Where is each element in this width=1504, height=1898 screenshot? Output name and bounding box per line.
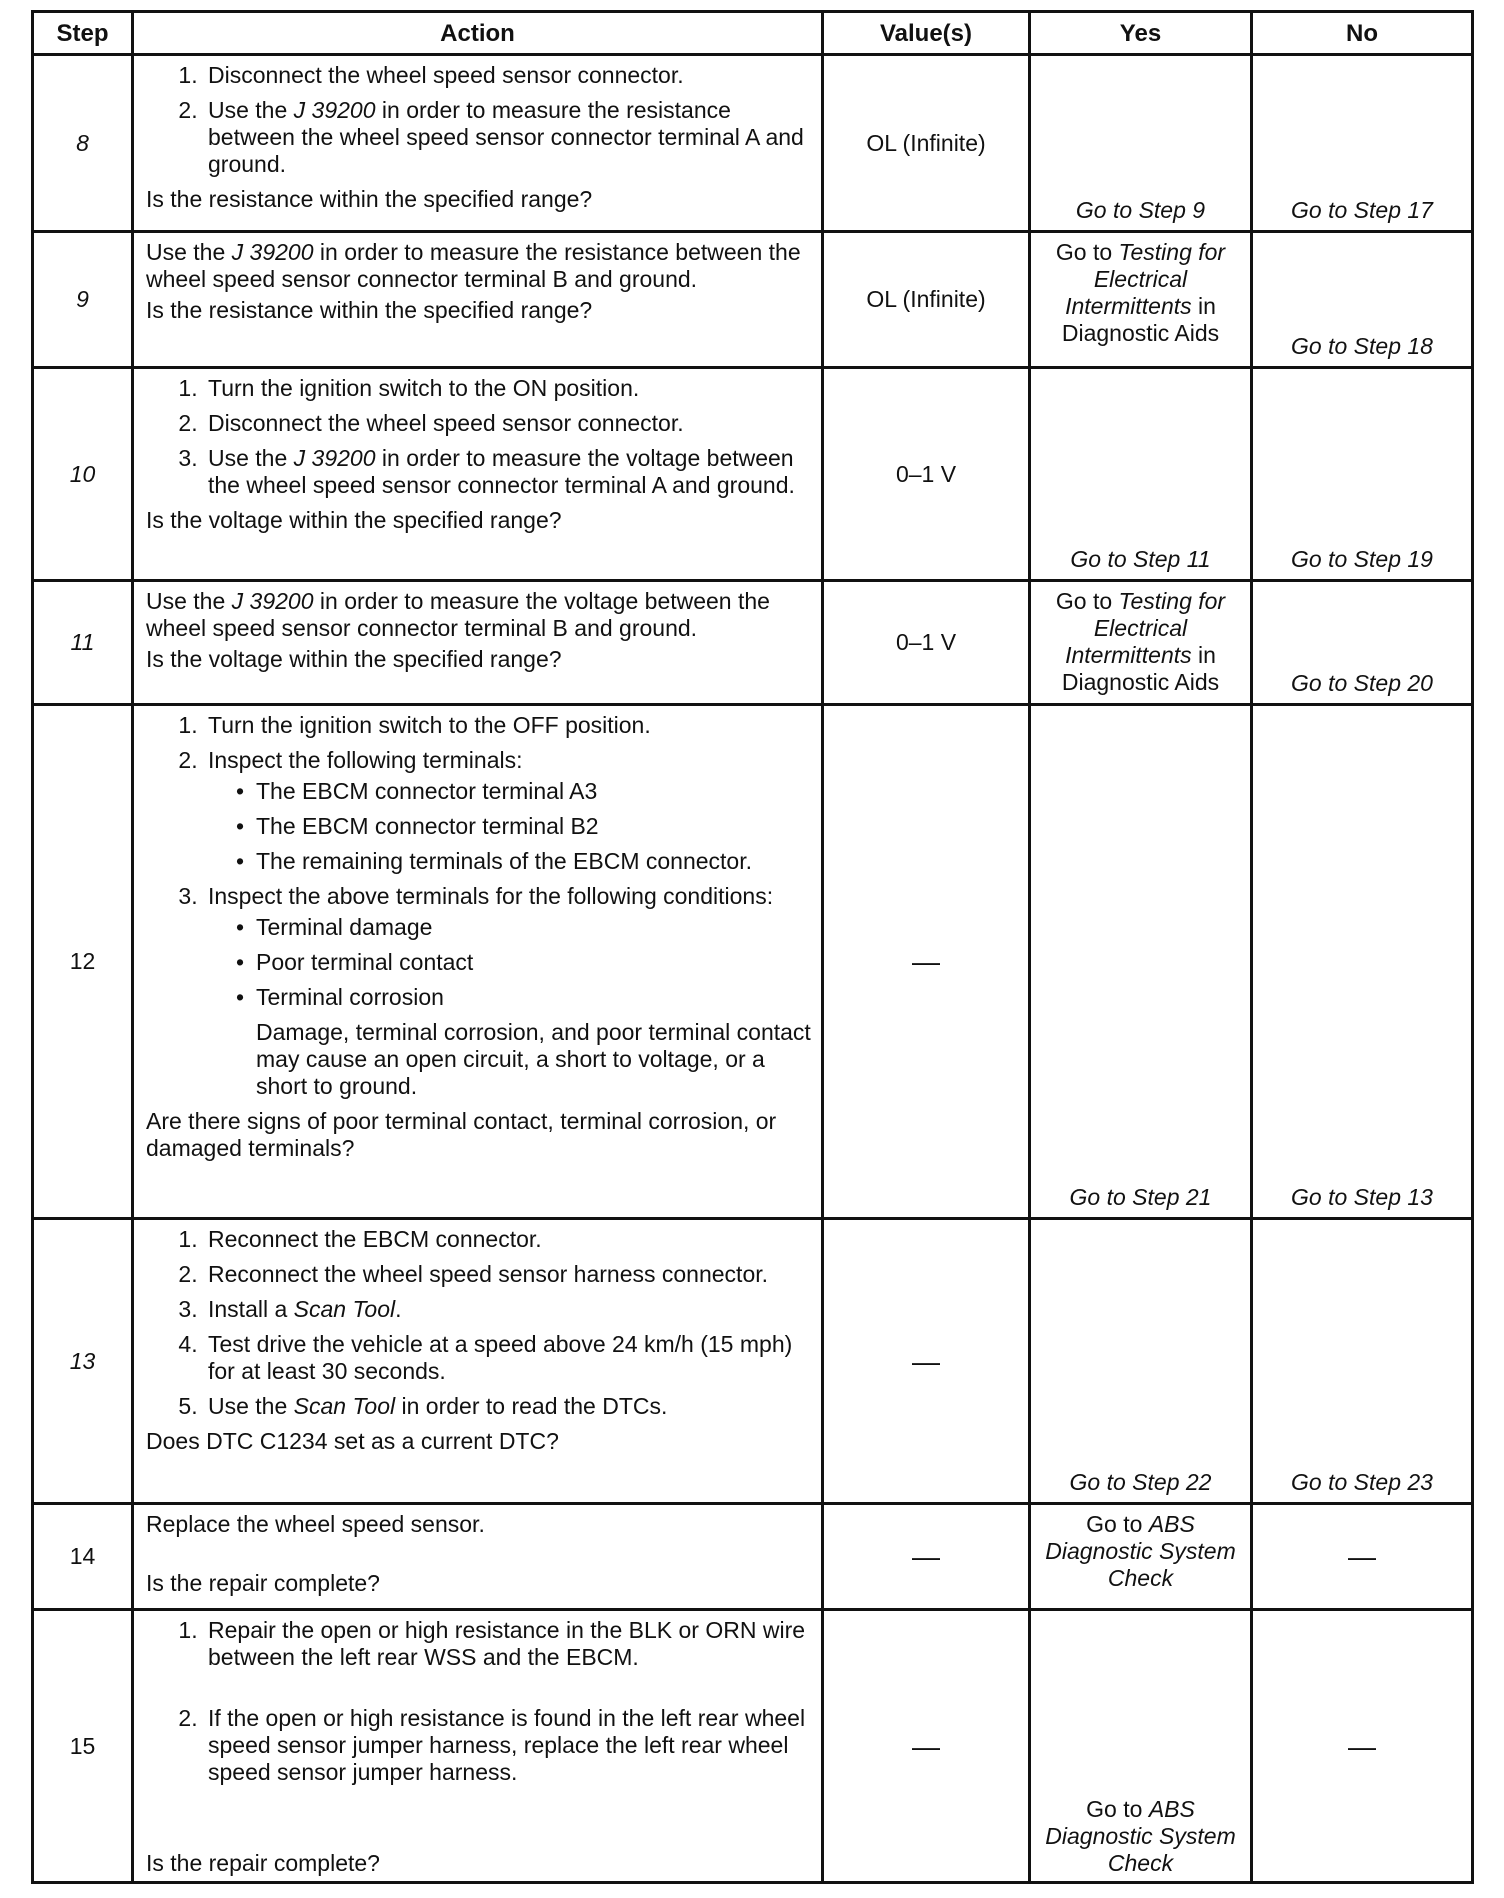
condition-list bbox=[208, 914, 811, 1011]
action-question: Is the voltage within the specified range? bbox=[146, 507, 562, 533]
action-step: 5. Use the Scan Tool in order to read the DTCs. bbox=[204, 1393, 811, 1420]
no-cell bbox=[1252, 705, 1473, 1219]
action-text: Use the J 39200 in order to measure the resistance between the wheel speed sensor connector terminal B and ground. bbox=[146, 239, 801, 292]
action-text: Use the J 39200 in order to measure the voltage between the wheel speed sensor connector terminal B and ground. bbox=[146, 588, 770, 641]
action-step: 2. Disconnect the wheel speed sensor connector. bbox=[204, 410, 811, 437]
header-values: Value(s) bbox=[823, 12, 1030, 55]
action-question: Is the resistance within the specified range? bbox=[146, 297, 593, 323]
action-step bbox=[204, 747, 811, 875]
header-row bbox=[33, 12, 1473, 55]
value-cell: 0–1 V bbox=[823, 581, 1030, 705]
table-row bbox=[33, 368, 1473, 581]
table-row bbox=[33, 232, 1473, 368]
yes-prefix: Go to bbox=[1055, 588, 1113, 614]
terminal-item: • The remaining terminals of the EBCM connector. bbox=[242, 848, 811, 875]
step-number: 11 bbox=[70, 629, 95, 655]
action-cell bbox=[133, 705, 823, 1219]
yes-cell bbox=[1030, 1610, 1252, 1883]
step-cell bbox=[33, 705, 133, 1219]
yes-cell bbox=[1030, 1219, 1252, 1504]
yes-prefix: Go to bbox=[1086, 1796, 1143, 1822]
value-cell: — bbox=[823, 705, 1030, 1219]
action-cell bbox=[133, 55, 823, 232]
yes-cell bbox=[1030, 581, 1252, 705]
yes-goto: Go to Step 9 bbox=[1075, 197, 1206, 223]
no-cell bbox=[1252, 232, 1473, 368]
action-question: Is the repair complete? bbox=[146, 1850, 380, 1876]
yes-goto bbox=[1031, 1796, 1250, 1877]
action-step-text: Inspect the above terminals for the following conditions: bbox=[208, 883, 774, 909]
condition-item: • Terminal damage bbox=[242, 914, 811, 941]
no-cell bbox=[1252, 581, 1473, 705]
action-question: Is the repair complete? bbox=[146, 1570, 380, 1596]
action-text: Replace the wheel speed sensor. bbox=[146, 1511, 485, 1537]
action-step: 2. If the open or high resistance is found in the left rear wheel speed sensor jumper harness, replace the left rear wheel speed sensor jumper harness. bbox=[204, 1705, 811, 1786]
yes-cell bbox=[1030, 705, 1252, 1219]
action-steps bbox=[146, 375, 811, 499]
condition-note: Damage, terminal corrosion, and poor terminal contact may cause an open circuit, a short to voltage, or a short to ground. bbox=[256, 1019, 811, 1099]
action-cell bbox=[133, 581, 823, 705]
yes-goto bbox=[1031, 582, 1250, 696]
header-no: No bbox=[1252, 12, 1473, 55]
terminal-item: • The EBCM connector terminal A3 bbox=[242, 778, 811, 805]
yes-suffix: in bbox=[1198, 642, 1216, 668]
action-step: 2. Use the J 39200 in order to measure the resistance between the wheel speed sensor connector terminal A and ground. bbox=[204, 97, 811, 178]
yes-link: Testing for Electrical Intermittents bbox=[1065, 588, 1226, 668]
yes-reference: Diagnostic Aids bbox=[1061, 320, 1220, 346]
yes-reference: Diagnostic Aids bbox=[1061, 669, 1220, 695]
yes-cell bbox=[1030, 55, 1252, 232]
yes-prefix: Go to bbox=[1086, 1511, 1143, 1537]
yes-goto: Go to Step 21 bbox=[1069, 1184, 1212, 1210]
action-steps bbox=[146, 62, 811, 178]
no-cell bbox=[1252, 1219, 1473, 1504]
yes-goto: Go to Step 22 bbox=[1069, 1469, 1212, 1495]
action-steps bbox=[146, 712, 811, 1100]
yes-link: ABS Diagnostic System Check bbox=[1045, 1511, 1236, 1591]
no-cell: — bbox=[1252, 1610, 1473, 1883]
terminal-item: • The EBCM connector terminal B2 bbox=[242, 813, 811, 840]
header-step: Step bbox=[33, 12, 133, 55]
action-step: 4. Test drive the vehicle at a speed above 24 km/h (15 mph) for at least 30 seconds. bbox=[204, 1331, 811, 1385]
action-cell bbox=[133, 1219, 823, 1504]
action-cell bbox=[133, 232, 823, 368]
value-cell: — bbox=[823, 1504, 1030, 1610]
no-goto: Go to Step 20 bbox=[1291, 670, 1433, 696]
yes-goto: Go to Step 11 bbox=[1070, 546, 1211, 572]
step-cell bbox=[33, 368, 133, 581]
no-goto: Go to Step 19 bbox=[1291, 546, 1433, 572]
condition-item: • Terminal corrosion bbox=[242, 984, 811, 1011]
condition-item: • Poor terminal contact bbox=[242, 949, 811, 976]
action-question: Are there signs of poor terminal contact, terminal corrosion, or damaged terminals? bbox=[146, 1108, 777, 1161]
diagnostic-table bbox=[31, 10, 1474, 1884]
no-cell bbox=[1252, 368, 1473, 581]
yes-suffix: in bbox=[1198, 293, 1216, 319]
step-number: 8 bbox=[76, 129, 89, 156]
value-cell: 0–1 V bbox=[823, 368, 1030, 581]
action-cell bbox=[133, 1504, 823, 1610]
header-action: Action bbox=[133, 12, 823, 55]
table-row bbox=[33, 1610, 1473, 1883]
step-number: 14 bbox=[69, 1543, 96, 1569]
step-cell bbox=[33, 55, 133, 232]
action-step: 1. Repair the open or high resistance in the BLK or ORN wire between the left rear WSS and the EBCM. bbox=[204, 1617, 811, 1671]
action-step: 1. Turn the ignition switch to the ON position. bbox=[204, 375, 811, 402]
step-cell bbox=[33, 1504, 133, 1610]
step-number: 15 bbox=[69, 1732, 96, 1759]
action-step-text: Inspect the following terminals: bbox=[208, 747, 523, 773]
step-cell bbox=[33, 581, 133, 705]
table-row bbox=[33, 1219, 1473, 1504]
action-step: 1. Disconnect the wheel speed sensor connector. bbox=[204, 62, 811, 89]
action-step bbox=[204, 883, 811, 1100]
action-step: 1. Turn the ignition switch to the OFF position. bbox=[204, 712, 811, 739]
step-cell bbox=[33, 232, 133, 368]
action-question: Is the resistance within the specified range? bbox=[146, 186, 593, 212]
value-cell: OL (Infinite) bbox=[823, 232, 1030, 368]
action-cell bbox=[133, 368, 823, 581]
yes-goto bbox=[1031, 1505, 1250, 1592]
no-goto: Go to Step 23 bbox=[1291, 1469, 1433, 1495]
action-cell bbox=[133, 1610, 823, 1883]
no-cell: — bbox=[1252, 1504, 1473, 1610]
yes-cell bbox=[1030, 1504, 1252, 1610]
table-row bbox=[33, 55, 1473, 232]
step-cell bbox=[33, 1219, 133, 1504]
yes-link: ABS Diagnostic System Check bbox=[1045, 1796, 1236, 1876]
table-row bbox=[33, 1504, 1473, 1610]
yes-cell bbox=[1030, 368, 1252, 581]
no-goto: Go to Step 17 bbox=[1291, 197, 1433, 223]
action-step: 3. Install a Scan Tool. bbox=[204, 1296, 811, 1323]
step-number: 13 bbox=[69, 1347, 96, 1374]
action-step: 1. Reconnect the EBCM connector. bbox=[204, 1226, 811, 1253]
step-number: 9 bbox=[76, 286, 89, 312]
no-goto: Go to Step 18 bbox=[1291, 333, 1433, 359]
yes-prefix: Go to bbox=[1055, 239, 1113, 265]
step-number: 12 bbox=[69, 948, 96, 974]
action-step: 2. Reconnect the wheel speed sensor harness connector. bbox=[204, 1261, 811, 1288]
action-steps bbox=[146, 1617, 811, 1786]
yes-link: Testing for Electrical Intermittents bbox=[1065, 239, 1226, 319]
action-steps bbox=[146, 1226, 811, 1420]
action-question: Is the voltage within the specified range? bbox=[146, 646, 562, 672]
value-cell: — bbox=[823, 1610, 1030, 1883]
diagnostic-table-page bbox=[31, 10, 1471, 1883]
table-row bbox=[33, 581, 1473, 705]
action-step: 3. Use the J 39200 in order to measure the voltage between the wheel speed sensor connector terminal A and ground. bbox=[204, 445, 811, 499]
table-row bbox=[33, 705, 1473, 1219]
no-goto: Go to Step 13 bbox=[1291, 1184, 1433, 1210]
value-cell: — bbox=[823, 1219, 1030, 1504]
header-yes: Yes bbox=[1030, 12, 1252, 55]
yes-goto bbox=[1031, 233, 1250, 347]
step-cell bbox=[33, 1610, 133, 1883]
value-cell: OL (Infinite) bbox=[823, 55, 1030, 232]
terminal-list bbox=[208, 778, 811, 875]
action-question: Does DTC C1234 set as a current DTC? bbox=[146, 1428, 559, 1454]
no-cell bbox=[1252, 55, 1473, 232]
step-number: 10 bbox=[69, 460, 96, 487]
yes-cell bbox=[1030, 232, 1252, 368]
